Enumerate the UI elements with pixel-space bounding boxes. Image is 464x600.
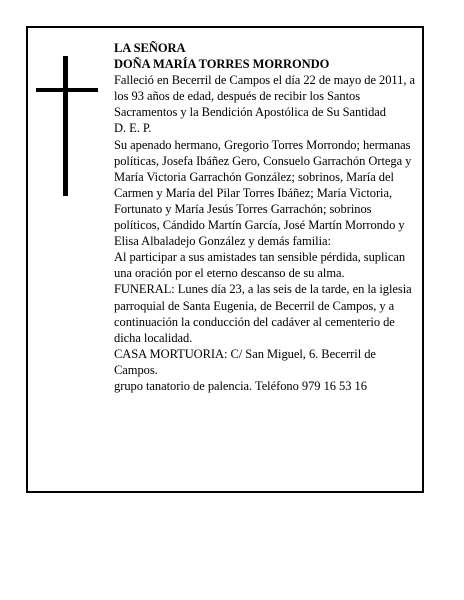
dep-label: D. E. P.	[114, 121, 152, 136]
funeral-info: FUNERAL: Lunes día 23, a las seis de la tarde, en la iglesia parroquial de Santa Eugenia, de Becerril de Campos, y a continuación la conducción del cadáver al cementerio de dicha localidad.	[114, 282, 412, 345]
notice-text	[114, 40, 416, 394]
cross-vertical-bar	[63, 56, 68, 196]
family-list: Su apenado hermano, Gregorio Torres Morrondo; hermanas políticas, Josefa Ibáñez Gero, Consuelo Garrachón Ortega y María Victoria Garrachón González; sobrinos, María del Carmen y María del Pilar Torres Ibáñez; María Victoria, Fortunato y María Jesús Torres Garrachón; sobrinos políticos, Cándido Martín García, José Martín Morrondo y Elisa Albaladejo González y demás familia:	[114, 137, 412, 249]
notice-title: LA SEÑORA	[114, 41, 186, 55]
casa-mortuoria-info: CASA MORTUORIA: C/ San Miguel, 6. Becerril de Campos.	[114, 346, 376, 377]
funeral-home-footer: grupo tanatorio de palencia. Teléfono 979 16 53 16	[114, 378, 367, 393]
cross-horizontal-bar	[36, 88, 98, 92]
prayer-request: Al participar a sus amistades tan sensible pérdida, suplican una oración por el eterno descanso de su alma.	[114, 250, 406, 281]
deceased-name: DOÑA MARÍA TORRES MORRONDO	[114, 57, 330, 72]
latin-cross-icon	[36, 56, 98, 196]
death-announcement: Falleció en Becerril de Campos el día 22 de mayo de 2011, a los 93 años de edad, después de recibir los Santos Sacramentos y la Bendición Apostólica de Su Santidad	[114, 73, 416, 120]
